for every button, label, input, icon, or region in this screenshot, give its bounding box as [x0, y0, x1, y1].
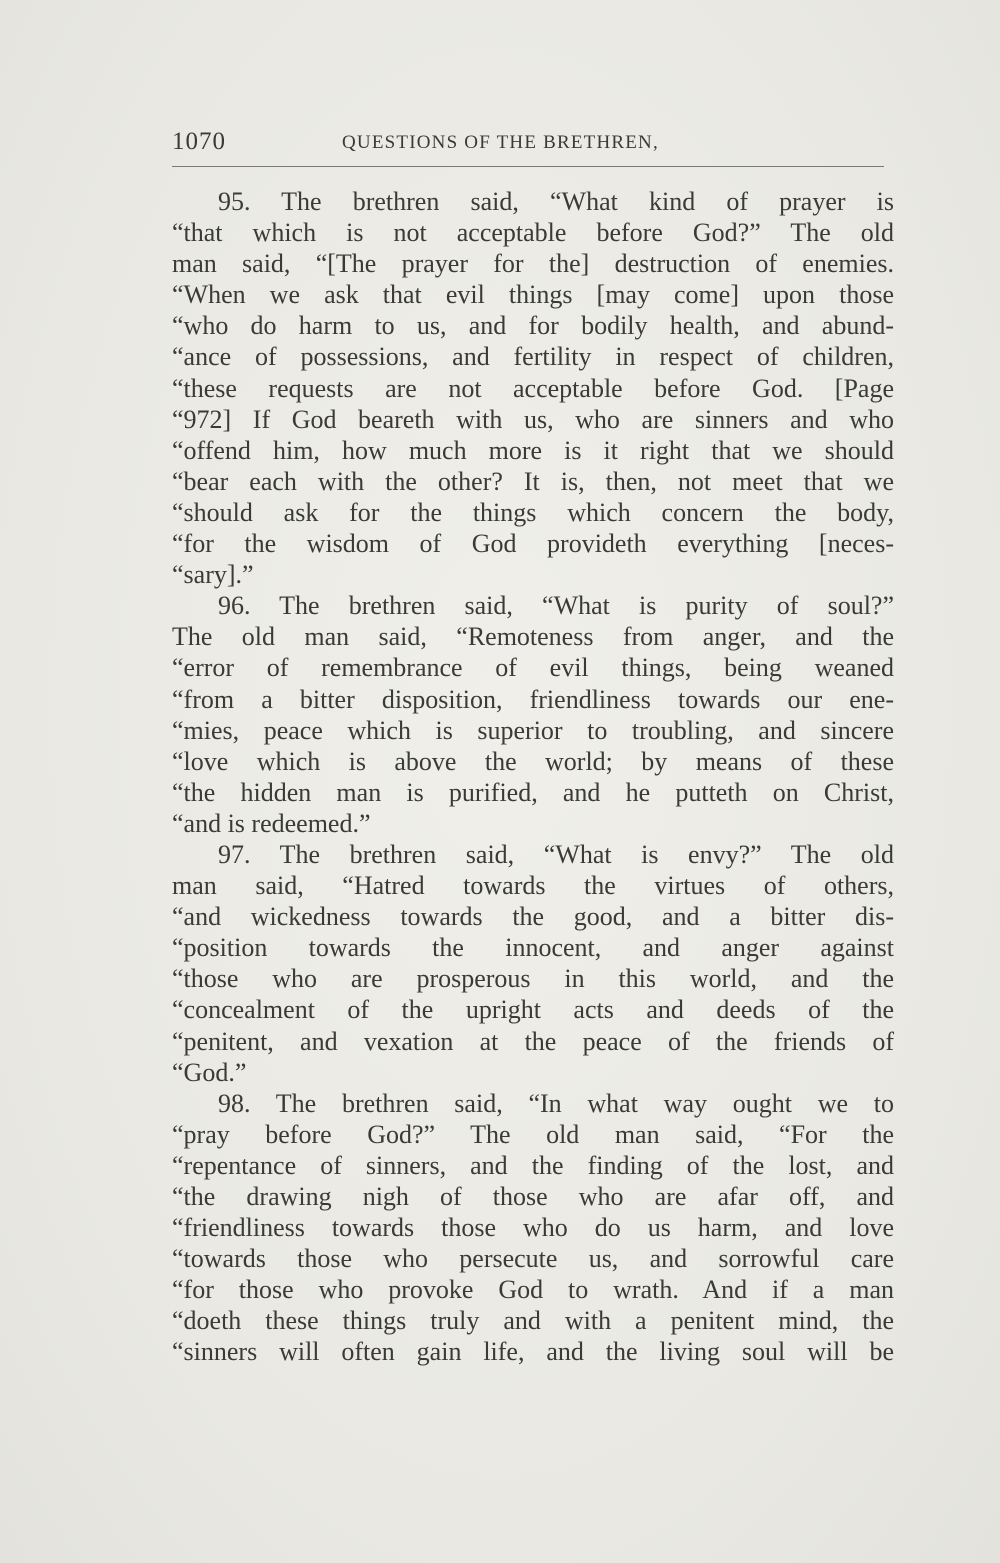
text-line: man said, “Hatred towards the virtues of others,	[172, 871, 894, 901]
page-number: 1070	[172, 128, 226, 155]
text-line: “ance of possessions, and fertility in respect of children,	[172, 342, 894, 372]
text-line: “the drawing nigh of those who are afar off, and	[172, 1182, 894, 1211]
paragraph-first-line: 95. The brethren said, “What kind of prayer is	[218, 187, 894, 216]
text-line: “sinners will often gain life, and the living soul will be	[172, 1337, 894, 1367]
text-line: “for the wisdom of God provideth everything [neces-	[172, 529, 894, 559]
text-line: “who do harm to us, and for bodily health, and abund-	[172, 311, 894, 341]
text-line: “for those who provoke God to wrath. And if a man	[172, 1275, 894, 1305]
text-line: “error of remembrance of evil things, being weaned	[172, 653, 894, 683]
text-line: “concealment of the upright acts and deeds of the	[172, 995, 894, 1025]
paragraph-first-line: 97. The brethren said, “What is envy?” The old	[218, 839, 894, 869]
text-line: “offend him, how much more is it right that we should	[172, 435, 894, 465]
text-line: “friendliness towards those who do us harm, and love	[172, 1213, 894, 1243]
text-line: “sary].”	[172, 560, 254, 590]
text-line: “towards those who persecute us, and sorrowful care	[172, 1244, 894, 1274]
text-line: “that which is not acceptable before God?” The old	[172, 218, 894, 248]
text-line: “God.”	[172, 1057, 247, 1087]
text-line: “and is redeemed.”	[172, 808, 371, 838]
text-line: “doeth these things truly and with a penitent mind, the	[172, 1306, 894, 1336]
text-line: “pray before God?” The old man said, “For the	[172, 1119, 894, 1149]
text-line: “from a bitter disposition, friendliness towards our ene-	[172, 684, 894, 714]
text-line: “mies, peace which is superior to troubling, and sincere	[172, 715, 894, 745]
paragraph-first-line: 96. The brethren said, “What is purity of soul?”	[218, 591, 894, 621]
text-line: “penitent, and vexation at the peace of the friends of	[172, 1026, 894, 1056]
text-line: “When we ask that evil things [may come] upon those	[172, 280, 894, 310]
text-line: The old man said, “Remoteness from anger, and the	[172, 622, 894, 652]
text-line: “these requests are not acceptable before God. [Page	[172, 373, 894, 403]
text-line: man said, “[The prayer for the] destruction of enemies.	[172, 249, 894, 279]
body-text	[172, 186, 894, 1368]
running-title: QUESTIONS OF THE BRETHREN,	[342, 132, 659, 153]
text-line: “and wickedness towards the good, and a bitter dis-	[172, 902, 894, 932]
header-rule	[172, 166, 884, 167]
paragraph-first-line: 98. The brethren said, “In what way ought we to	[218, 1088, 894, 1118]
text-line: “972] If God beareth with us, who are sinners and who	[172, 404, 894, 434]
text-line: “position towards the innocent, and anger against	[172, 933, 894, 963]
text-line: “love which is above the world; by means of these	[172, 746, 894, 776]
text-line: “those who are prosperous in this world, and the	[172, 964, 894, 994]
text-line: “bear each with the other? It is, then, not meet that we	[172, 466, 894, 496]
text-line: “should ask for the things which concern the body,	[172, 497, 894, 527]
text-line: “repentance of sinners, and the finding of the lost, and	[172, 1150, 894, 1180]
text-line: “the hidden man is purified, and he putteth on Christ,	[172, 777, 894, 807]
running-head	[172, 128, 884, 162]
